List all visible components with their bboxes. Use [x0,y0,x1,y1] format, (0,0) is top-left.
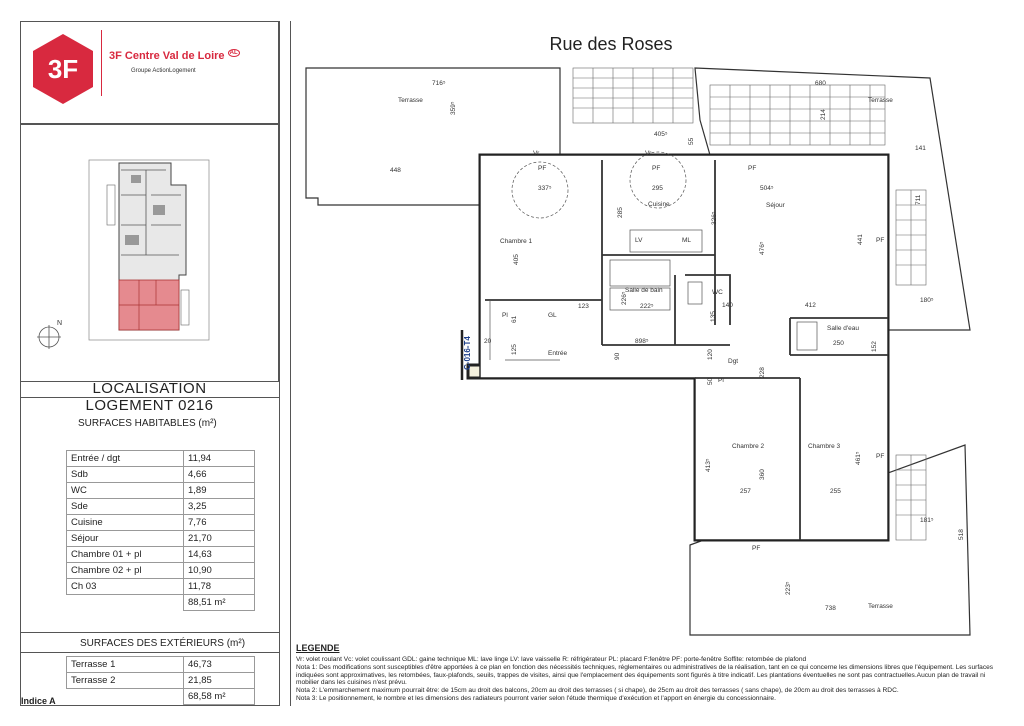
north-label: N [57,320,63,327]
dim-90: 90 [614,352,621,360]
north-arrow-icon [35,317,75,357]
surface-row [67,657,255,673]
dim-223: 223⁵ [785,581,792,595]
legend-line-1: Vr: volet roulant Vc: volet coulissant GDL: gaine technique ML: lave linge LV: lave vaisselle R: réfrigérateur PL: placard F:fenêtre PF: porte-fenêtre Soffite: retombée de plafond [296,656,807,663]
surface-label: Sde [67,499,184,515]
dim-476: 476⁵ [759,241,766,255]
surface-row [67,673,255,689]
surface-value: 11,94 [184,451,255,467]
surface-row [67,467,255,483]
fixture-vr-2: Vr [645,150,652,157]
brand-group: Groupe ActionLogement [131,68,196,74]
room-cuisine: Cuisine [648,201,670,208]
dim-441: 441 [857,234,864,245]
brand-name: 3F Centre Val de Loire [109,50,225,62]
fixture-pf-1: PF [538,165,547,172]
surface-row [67,563,255,579]
surfaces-habitables-table [66,450,255,611]
street-title: Rue des Roses [549,34,673,54]
dim-55: 55 [688,137,695,145]
room-chambre-1: Chambre 1 [500,238,533,245]
surface-label: Terrasse 1 [67,657,184,673]
dim-413: 413⁵ [705,458,712,472]
surface-label: Terrasse 2 [67,673,184,689]
fixture-pf-5: PF [876,453,885,460]
dim-250: 250 [833,340,844,347]
dim-20: 20 [484,338,492,345]
room-dgt: Dgt [728,358,739,365]
brand-logo-hexagon [31,32,95,106]
surfaces-exterieurs-table [66,656,255,705]
fixture-pf-3: PF [748,165,757,172]
dim-898: 898⁵ [635,338,649,345]
dim-738: 738 [825,605,836,612]
surface-label: Ch 03 [67,579,184,595]
logement-label: LOGEMENT 0216 [85,397,214,414]
floor-plan [290,60,1010,645]
surface-value: 14,63 [184,547,255,563]
dim-255: 255 [830,488,841,495]
surface-label: Séjour [67,531,184,547]
dim-680: 680 [815,80,826,87]
legend-line-2: Nota 1: Des modifications sont susceptibles d'être apportées à ce plan en fonction des nécessités techniques, réglementaires ou administratives de la réalisation, tant en ce qui concerne les dimensions libres que l'équipement. Les surfaces indiquées sont approximatives, les retombées, faux-plafonds, seuils, trappes de visites, ainsi que l'emplacement des équipements sont figurés à titre indicatif. Les plantations éventuelles ne sont pas contractuelles.Aucun plan de travail ni mobilier dans les cuisines n'est prévu. [296,663,994,687]
dim-412: 412 [805,302,816,309]
surface-label: Chambre 01 + pl [67,547,184,563]
dim-226: 226⁵ [621,291,628,305]
surface-value: 1,89 [184,483,255,499]
surface-row [67,483,255,499]
dim-518: 518 [958,529,965,540]
placard-label-1: Pl [502,312,508,319]
dim-125: 125 [511,344,518,355]
dim-337: 337⁵ [538,185,552,192]
surface-value: 7,76 [184,515,255,531]
surface-row [67,451,255,467]
dim-257: 257 [740,488,751,495]
room-terrasse-3: Terrasse [868,603,893,610]
logo-box [20,21,279,124]
surface-row [67,531,255,547]
dim-504: 504⁵ [760,185,774,192]
dim-359: 359⁵ [450,101,457,115]
surface-value: 46,73 [184,657,255,673]
fixture-pf-6: PF [752,545,761,552]
dim-405: 405 [513,254,520,265]
dim-50: 50 [707,377,714,385]
surface-value: 21,70 [184,531,255,547]
room-terrasse-1: Terrasse [398,97,423,104]
dim-461: 461⁵ [855,451,862,465]
dim-285: 285 [617,207,624,218]
surface-total-row [67,595,255,611]
fixture-gl: GL [548,312,557,319]
dim-120: 120 [707,349,714,360]
unit-code: C-016-T4 [463,336,472,370]
room-salle-deau: Salle d'eau [827,325,859,332]
fixture-lv: LV [635,237,643,244]
surface-total-row [67,689,255,705]
room-chambre-2: Chambre 2 [732,443,765,450]
room-sejour: Séjour [766,202,785,209]
surface-label: Cuisine [67,515,184,531]
dim-61: 61 [511,315,518,323]
dim-141: 141 [915,145,926,152]
room-entree: Entrée [548,350,568,357]
dim-222: 222⁵ [640,303,654,310]
logo-letters: 3F [47,54,79,84]
dim-295: 295 [652,185,663,192]
dim-405t: 405⁵ [654,131,668,138]
surface-label: Entrée / dgt [67,451,184,467]
dim-140: 140 [722,302,733,309]
surface-label: WC [67,483,184,499]
dim-180: 180⁵ [920,297,934,304]
dim-326: 326⁵ [711,211,718,225]
surface-value: 11,78 [184,579,255,595]
surfaces-habitables-title: SURFACES HABITABLES (m²) [78,418,217,429]
dim-152: 152 [871,341,878,352]
placard-label-2: Pl [718,377,724,384]
brand-badge: AL [229,50,238,57]
fixture-vr-1: Vr [533,150,540,157]
dim-360: 360 [759,469,766,480]
surface-row [67,499,255,515]
surface-total: 68,58 m² [184,689,255,705]
room-terrasse-2: Terrasse [868,97,893,104]
fixture-pf-4: PF [876,237,885,244]
minimap-box [20,124,279,382]
legend-title: LEGENDE [296,643,340,653]
localisation-title: LOCALISATION [92,380,207,397]
room-chambre-3: Chambre 3 [808,443,841,450]
surface-total: 88,51 m² [184,595,255,611]
surface-label: Sdb [67,467,184,483]
surface-value: 4,66 [184,467,255,483]
room-wc: WC [712,289,723,296]
dim-716: 716⁵ [432,80,446,87]
dim-214: 214 [820,109,827,120]
surface-value: 10,90 [184,563,255,579]
surface-row [67,515,255,531]
legend-line-4: Nota 3: Le positionnement, le nombre et les dimensions des radiateurs pourront varier selon l'étude thermique d'exécution et l'apport en énergie du concessionnaire. [296,694,776,702]
surfaces-exterieurs-title: SURFACES DES EXTÉRIEURS (m²) [80,638,246,649]
dim-448: 448 [390,167,401,174]
surface-value: 3,25 [184,499,255,515]
room-salle-de-bain: Salle de bain [625,287,663,294]
legend-line-3: Nota 2: L'emmarchement maximum pourrait être: de 15cm au droit des balcons, 20cm au droit des terrasses ( si chape), de 25cm au droit des terrasses ( sans chape), de 20cm au droit des terrasses à RDC. [296,687,899,695]
dim-711: 711 [915,194,922,205]
legend-text [296,656,1002,703]
surface-label: Chambre 02 + pl [67,563,184,579]
dim-228: 228 [759,367,766,378]
fixture-pf-2: PF [652,165,661,172]
surface-value: 21,85 [184,673,255,689]
surface-row [67,579,255,595]
dim-123: 123 [578,303,589,310]
surface-row [67,547,255,563]
dim-181: 181⁵ [920,517,934,524]
indice-label: Indice A [21,696,56,706]
dim-135: 135 [710,311,717,322]
fixture-ml: ML [682,237,692,244]
